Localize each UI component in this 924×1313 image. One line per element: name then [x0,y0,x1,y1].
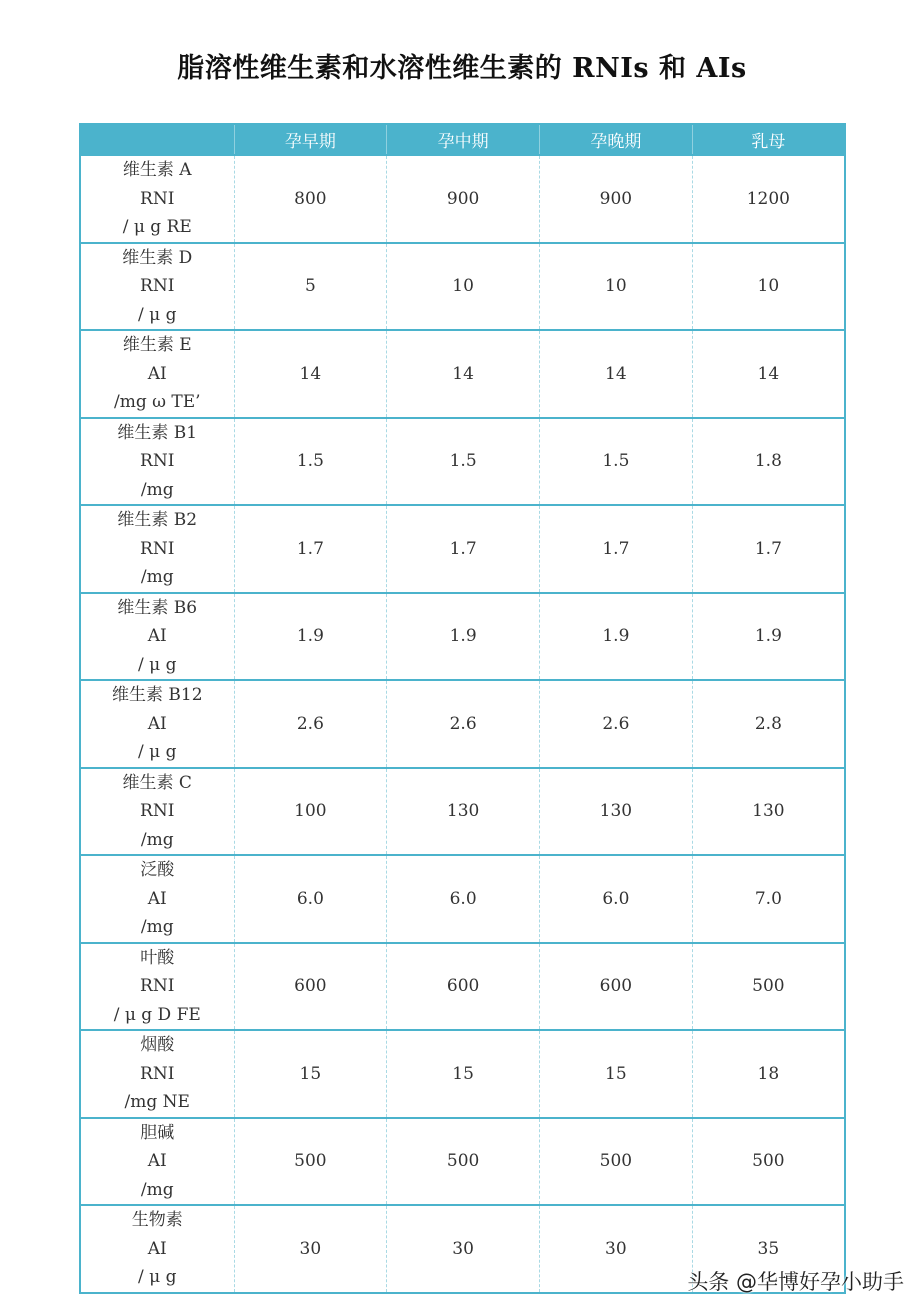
nutrient-name: 维生素 B1 [117,422,198,443]
nutrient-unit: / μ g [138,654,177,675]
nutrient-name: 维生素 B12 [111,685,203,705]
vitamin-table [79,123,846,1294]
nutrient-cell [80,243,234,331]
nutrient-name: 维生素 D [122,247,193,268]
nutrient-cell [80,1205,234,1293]
nutrient-type: AI [147,1151,167,1171]
value-cell: 500 [234,1118,387,1206]
table-row [80,768,845,856]
value-cell: 2.6 [387,680,540,768]
nutrient-type: AI [147,363,167,384]
value-cell: 2.8 [692,680,845,768]
nutrient-type: AI [147,713,167,734]
value-cell: 1.9 [387,593,540,681]
nutrient-cell [80,680,234,768]
table-row [80,1030,845,1118]
value-cell: 2.6 [234,680,387,768]
table-row [80,943,845,1031]
nutrient-type: AI [147,888,167,909]
value-cell: 500 [387,1118,540,1206]
table-row [80,418,845,506]
page-title: 脂溶性维生素和水溶性维生素的 RNIs 和 AIs [177,53,747,84]
value-cell: 1.5 [540,418,693,506]
nutrient-type: RNI [140,188,175,209]
value-cell: 10 [692,243,845,331]
value-cell: 500 [692,943,845,1031]
table-row [80,330,845,418]
value-cell: 1.9 [540,593,693,681]
nutrient-unit: /mg [140,917,174,937]
value-cell: 1.5 [234,418,387,506]
nutrient-cell [80,505,234,593]
value-cell: 15 [234,1030,387,1118]
nutrient-name: 胆碱 [140,1122,175,1143]
header-cell-empty [80,124,234,155]
nutrient-name: 叶酸 [140,947,175,968]
nutrient-cell [80,855,234,943]
value-cell: 6.0 [234,855,387,943]
nutrient-type: RNI [140,276,175,296]
value-cell: 30 [234,1205,387,1293]
table-row [80,155,845,243]
value-cell: 1.9 [234,593,387,681]
value-cell: 14 [692,330,845,418]
table-row [80,243,845,331]
value-cell: 1.7 [540,505,693,593]
value-cell: 14 [234,330,387,418]
nutrient-name: 生物素 [131,1210,183,1230]
nutrient-cell [80,155,234,243]
nutrient-unit: / μ g RE [122,217,192,237]
value-cell: 15 [387,1030,540,1118]
nutrient-type: RNI [140,801,175,821]
nutrient-type: RNI [140,451,175,471]
value-cell: 1.7 [692,505,845,593]
value-cell: 130 [387,768,540,856]
nutrient-type: AI [147,1238,167,1259]
nutrient-unit: / μ g [138,304,177,325]
value-cell: 800 [234,155,387,243]
table-row [80,505,845,593]
value-cell: 130 [692,768,845,856]
value-cell: 1.7 [234,505,387,593]
nutrient-unit: /mg [140,1179,174,1200]
nutrient-unit: /mg NE [124,1092,190,1112]
value-cell: 2.6 [540,680,693,768]
nutrient-cell [80,768,234,856]
value-cell: 6.0 [387,855,540,943]
value-cell: 1.7 [387,505,540,593]
nutrient-cell [80,418,234,506]
nutrient-name: 维生素 B2 [117,510,198,530]
nutrient-name: 维生素 C [122,772,192,793]
nutrient-type: RNI [140,538,175,559]
header-cell-mid-pregnancy: 孕中期 [387,124,540,155]
value-cell: 5 [234,243,387,331]
value-cell: 1.8 [692,418,845,506]
value-cell: 10 [387,243,540,331]
value-cell: 35 [692,1205,845,1293]
value-cell: 500 [692,1118,845,1206]
nutrient-cell [80,943,234,1031]
value-cell: 15 [540,1030,693,1118]
header-cell-early-pregnancy: 孕早期 [234,124,387,155]
table-row [80,855,845,943]
value-cell: 500 [540,1118,693,1206]
nutrient-unit: /mg [140,829,174,850]
watermark-text: 头条 @华博好孕小助手 [687,1270,904,1294]
header-cell-lactating: 乳母 [692,124,845,155]
table-body [80,155,845,1293]
nutrient-type: AI [147,626,167,646]
nutrient-name: 泛酸 [140,860,175,880]
table-row [80,680,845,768]
header-cell-late-pregnancy: 孕晚期 [540,124,693,155]
value-cell: 600 [234,943,387,1031]
nutrient-name: 维生素 B6 [117,597,198,618]
value-cell: 7.0 [692,855,845,943]
value-cell: 10 [540,243,693,331]
nutrient-name: 维生素 A [122,160,192,180]
nutrient-unit: /mg [140,567,174,587]
nutrient-type: RNI [140,976,175,996]
table-header-row [80,124,845,155]
value-cell: 1.9 [692,593,845,681]
value-cell: 14 [387,330,540,418]
table-row [80,593,845,681]
value-cell: 600 [540,943,693,1031]
nutrient-unit: /mg [140,479,174,500]
value-cell: 130 [540,768,693,856]
nutrient-cell [80,1118,234,1206]
value-cell: 100 [234,768,387,856]
value-cell: 30 [387,1205,540,1293]
table-row [80,1118,845,1206]
nutrient-unit: / μ g D FE [113,1004,201,1025]
nutrient-cell [80,593,234,681]
nutrient-name: 烟酸 [140,1035,175,1055]
value-cell: 6.0 [540,855,693,943]
value-cell: 1.5 [387,418,540,506]
nutrient-unit: /mg ω TE’ [113,392,201,412]
value-cell: 18 [692,1030,845,1118]
value-cell: 900 [540,155,693,243]
nutrient-unit: / μ g [138,742,177,762]
nutrient-cell [80,330,234,418]
value-cell: 1200 [692,155,845,243]
value-cell: 30 [540,1205,693,1293]
value-cell: 600 [387,943,540,1031]
value-cell: 900 [387,155,540,243]
nutrient-name: 维生素 E [122,335,192,355]
value-cell: 14 [540,330,693,418]
nutrient-type: RNI [140,1063,175,1084]
nutrient-unit: / μ g [138,1267,177,1287]
nutrient-cell [80,1030,234,1118]
